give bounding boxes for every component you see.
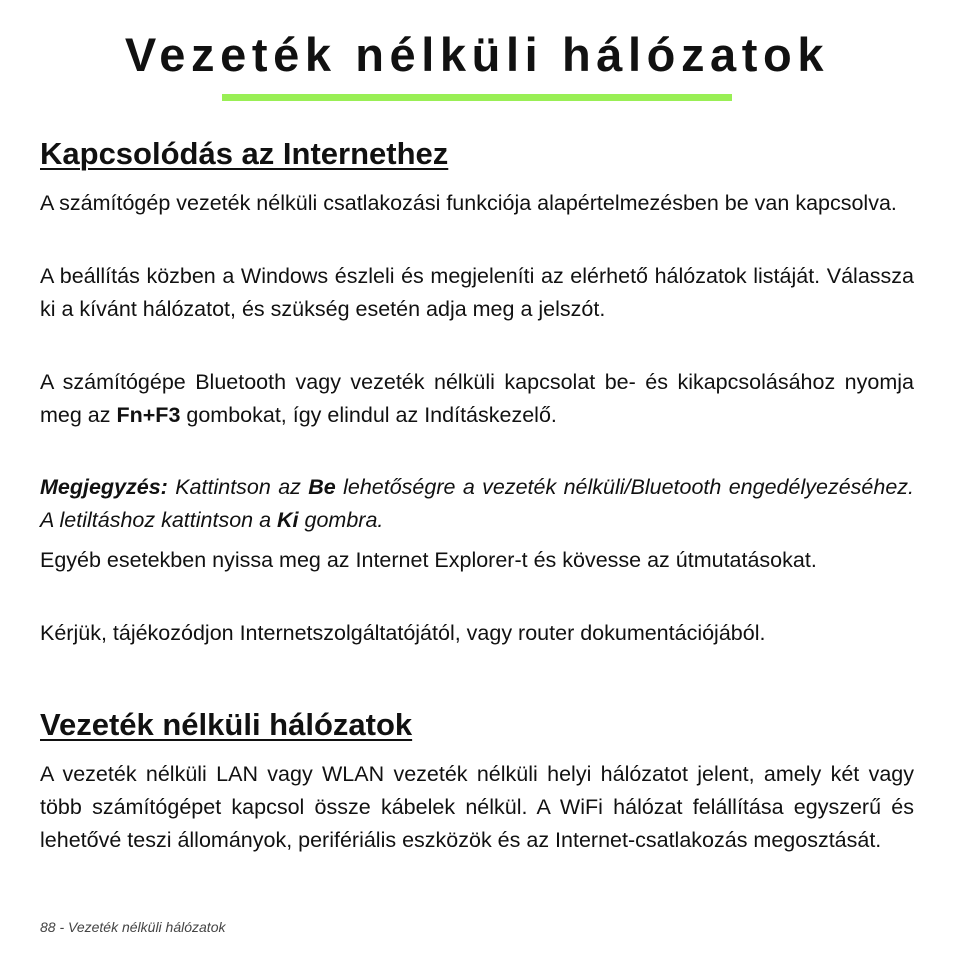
paragraph-wlan-description: A vezeték nélküli LAN vagy WLAN vezeték nélküli helyi hálózatot jelent, amely két vagy több számítógépet kapcsol össze kábelek nélkül. A WiFi hálózat felállítása egyszerű és lehetővé teszi állományok, perifériális eszközök és az Internet-csatlakozás megosztását. (40, 762, 914, 852)
paragraph-isp-info: Kérjük, tájékozódjon Internetszolgáltatójától, vagy router dokumentációjából. (40, 621, 766, 645)
paragraph-default-on: A számítógép vezeték nélküli csatlakozási funkciója alapértelmezésben be van kapcsolva. (40, 191, 897, 215)
paragraph-launch-manager-text-2: gombokat, így elindul az Indításkezelő. (180, 403, 557, 427)
note-ki-keyword: Ki (277, 508, 299, 532)
note-text-1: Kattintson az (167, 475, 309, 499)
section-heading-internet: Kapcsolódás az Internethez (40, 136, 449, 171)
title-underline-bar (222, 94, 732, 101)
section-heading-wireless: Vezeték nélküli hálózatok (40, 707, 413, 742)
note-label: Megjegyzés: (40, 475, 168, 499)
paragraph-launch-manager-text-1: A számítógépe Bluetooth vagy vezeték nélküli kapcsolat be- és kikapcsolásához nyomja meg az (40, 370, 914, 427)
note-text-3: gombra. (298, 508, 384, 532)
page-footer: 88 - Vezeték nélküli hálózatok (40, 919, 226, 935)
note-be-keyword: Be (308, 475, 336, 499)
note-text-2: lehetőségre a vezeték nélküli/Bluetooth engedélyezéséhez. A letiltáshoz kattintson a (40, 475, 914, 532)
key-combo-fn-f3: Fn+F3 (116, 403, 181, 427)
paragraph-windows-detect: A beállítás közben a Windows észleli és megjeleníti az elérhető hálózatok listáját. Válassza ki a kívánt hálózatot, és szükség esetén adja meg a jelszót. (40, 264, 914, 321)
note-paragraph (40, 471, 914, 537)
paragraph-internet-explorer: Egyéb esetekben nyissa meg az Internet Explorer-t és kövesse az útmutatásokat. (40, 548, 817, 572)
paragraph-launch-manager (40, 366, 914, 432)
page-title: Vezeték nélküli hálózatok (124, 28, 830, 81)
